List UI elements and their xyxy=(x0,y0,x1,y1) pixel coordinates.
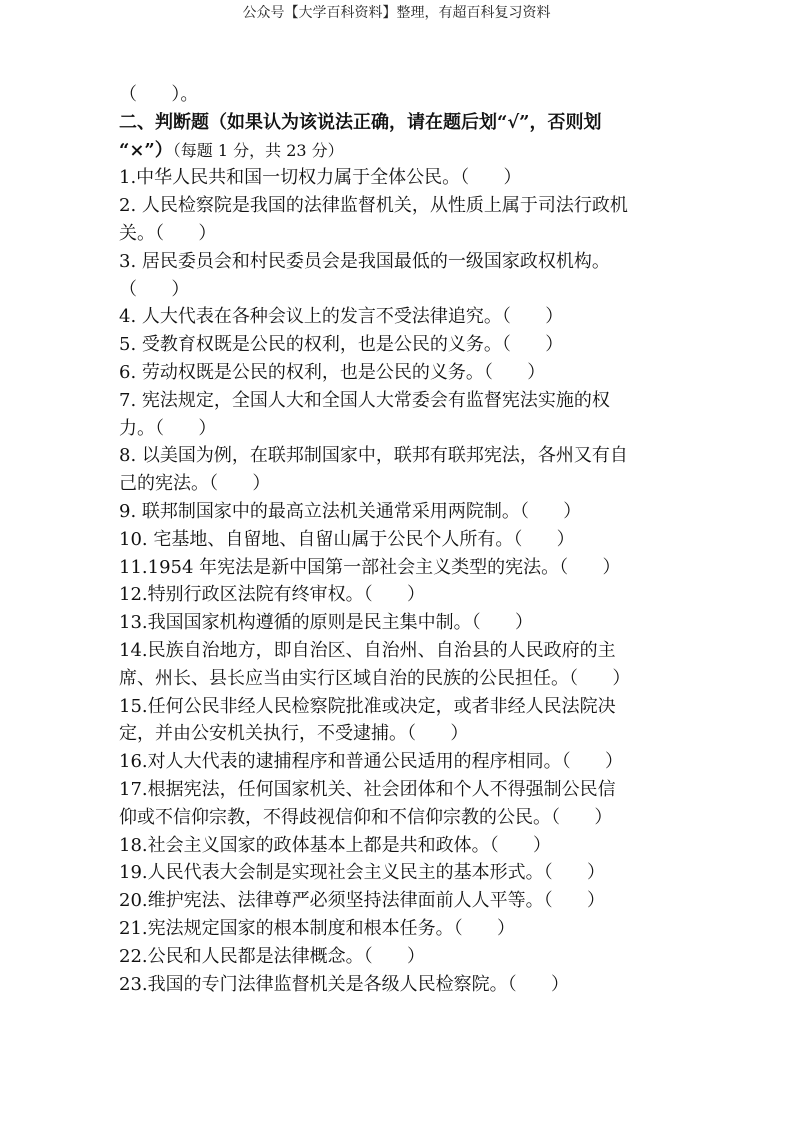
question-line: 2. 人民检察院是我国的法律监督机关，从性质上属于司法行政机 xyxy=(119,195,628,217)
question-line: 13.我国国家机构遵循的原则是民主集中制。（ ） xyxy=(119,612,533,634)
question-line: 10. 宅基地、自留地、自留山属于公民个人所有。（ ） xyxy=(119,528,575,550)
question-line: 19.人民代表大会制是实现社会主义民主的基本形式。（ ） xyxy=(119,862,605,884)
question-line: 5. 受教育权既是公民的权利，也是公民的义务。（ ） xyxy=(119,334,564,356)
question-line: 席、州长、县长应当由实行区域自治的民族的公民担任。（ ） xyxy=(119,667,631,689)
question-line: 3. 居民委员会和村民委员会是我国最低的一级国家政权机构。 xyxy=(119,250,610,272)
previous-answer-blank: （ ）。 xyxy=(119,84,199,105)
question-line: 15.任何公民非经人民检察院批准或决定，或者非经人民法院决 xyxy=(119,695,616,717)
question-line: 11.1954 年宪法是新中国第一部社会主义类型的宪法。（ ） xyxy=(119,556,621,578)
question-line: 9. 联邦制国家中的最高立法机关通常采用两院制。（ ） xyxy=(119,500,582,522)
question-line: 定，并由公安机关执行，不受逮捕。（ ） xyxy=(119,723,469,745)
section-title-line2: “×”） xyxy=(119,139,173,161)
question-line: 8. 以美国为例，在联邦制国家中，联邦有联邦宪法，各州又有自 xyxy=(119,445,628,467)
question-line: 18.社会主义国家的政体基本上都是共和政体。（ ） xyxy=(119,834,551,856)
section-scoring-note: （每题 1 分，共 23 分） xyxy=(172,140,344,160)
question-line: 4. 人大代表在各种会议上的发言不受法律追究。（ ） xyxy=(119,306,564,328)
question-line: 12.特别行政区法院有终审权。（ ） xyxy=(119,584,425,606)
question-line: 21.宪法规定国家的根本制度和根本任务。（ ） xyxy=(119,917,515,939)
section-title-continued xyxy=(119,137,689,165)
question-line: 14.民族自治地方，即自治区、自治州、自治县的人民政府的主 xyxy=(119,639,616,661)
question-line: 关。（ ） xyxy=(119,222,217,244)
question-line: 22.公民和人民都是法律概念。（ ） xyxy=(119,945,425,967)
question-line: 20.维护宪法、法律尊严必须坚持法律面前人人平等。（ ） xyxy=(119,890,605,912)
section-title xyxy=(119,109,689,137)
question-line: 己的宪法。（ ） xyxy=(119,473,271,495)
question-line: 23.我国的专门法律监督机关是各级人民检察院。（ ） xyxy=(119,973,569,995)
section-title-line1: 二、判断题（如果认为该说法正确，请在题后划“√”，否则划 xyxy=(119,111,602,133)
question-line: （ ） xyxy=(119,278,190,300)
question-line: 仰或不信仰宗教，不得歧视信仰和不信仰宗教的公民。（ ） xyxy=(119,806,613,828)
question-line: 7. 宪法规定，全国人大和全国人大常委会有监督宪法实施的权 xyxy=(119,389,610,411)
page-header: 公众号【大学百科资料】整理，有超百科复习资料 xyxy=(242,5,551,21)
question-line: 力。（ ） xyxy=(119,417,217,439)
question-line: 16.对人大代表的逮捕程序和普通公民适用的程序相同。（ ） xyxy=(119,751,623,773)
question-line: 1.中华人民共和国一切权力属于全体公民。（ ） xyxy=(119,167,522,189)
question-line: 6. 劳动权既是公民的权利，也是公民的义务。（ ） xyxy=(119,361,546,383)
question-line: 17.根据宪法，任何国家机关、社会团体和个人不得强制公民信 xyxy=(119,778,616,800)
document-body xyxy=(119,81,689,998)
